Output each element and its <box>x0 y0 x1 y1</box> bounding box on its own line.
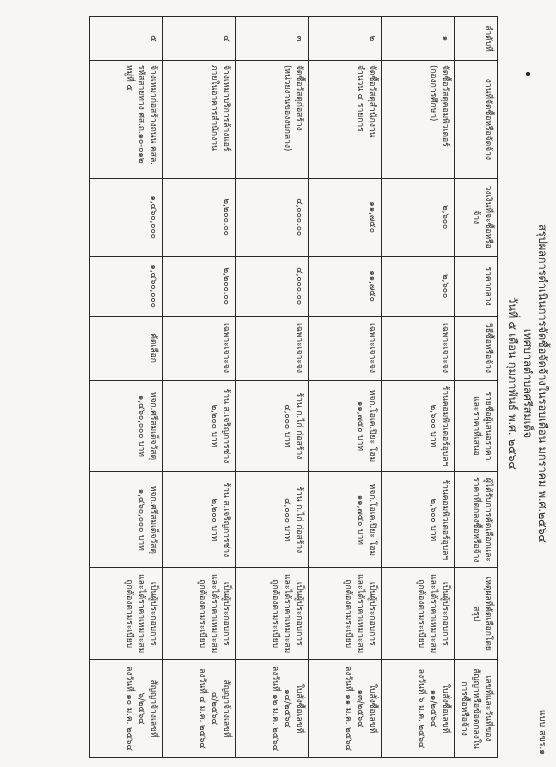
cell-bidders <box>90 380 163 472</box>
cell-item-line: จำนวน ๔ รายการ <box>355 64 365 132</box>
cell-winner <box>90 472 163 568</box>
cell-bidders-line: ๔,๐๐๐ บาท <box>282 404 292 448</box>
cell-bidders <box>236 380 309 472</box>
cell-reason-line: ถูกต้องตามระเบียบ <box>343 579 353 649</box>
cell-winner <box>382 472 455 568</box>
cell-bidders-line: หจก.โอเค.ปิยะ โฮม <box>367 389 377 463</box>
cell-winner <box>163 472 236 568</box>
cell-item-line: จ้างเหมาบริการล้างแอร์ <box>221 64 231 152</box>
col-header-winner: ผู้ได้รับการคัดเลือกและราคาที่ตกลงซื้อหรือจ้าง <box>455 472 498 568</box>
cell-reason-line: ถูกต้องตามระเบียบ <box>197 579 207 649</box>
cell-winner-line: ๔,๐๐๐ บาท <box>282 498 292 542</box>
cell-contract-line: ลงวันที่ ๔ ม.ค. ๒๕๖๔ <box>197 668 207 749</box>
cell-reason-line: เป็นผู้ประกอบการ <box>221 581 231 646</box>
cell-winner-line: หจก.โอเค.ปิยะ โฮม <box>367 483 377 557</box>
cell-budget: ๑๑,๗๕๐ <box>309 178 382 256</box>
cell-item-line: (หน่วยงานของงบกลาง) <box>282 64 292 152</box>
cell-no: ๕ <box>90 17 163 61</box>
cell-median-price: ๔,๐๐๐.๐๐ <box>236 256 309 316</box>
cell-median-price: ๑,๔๖๐,๐๐๐ <box>90 256 163 316</box>
cell-budget: ๒,๖๐๐ <box>382 178 455 256</box>
cell-reason-line: เป็นผู้ประกอบการ <box>148 581 158 646</box>
cell-bidders <box>309 380 382 472</box>
cell-contract-line: ใบสั่งซื้อเลขที่ ๑๓/๒๕๖๔ <box>355 683 377 734</box>
cell-contract-line: ใบสั่งซื้อเลขที่ ๑๑/๒๕๖๔ <box>428 683 450 734</box>
cell-reason <box>309 568 382 660</box>
cell-reason-line: และได้ราคาเหมาะสม <box>428 574 438 654</box>
cell-contract-line: ลงวันที่ ๑๑ ม.ค. ๒๕๖๔ <box>343 666 353 752</box>
cell-reason <box>236 568 309 660</box>
title-block <box>505 0 550 767</box>
cell-item <box>90 60 163 178</box>
cell-item-line: หมู่ที่ ๕ <box>124 64 134 91</box>
cell-method: คัดเลือก <box>90 316 163 380</box>
cell-contract-line: ๖/๒๕๖๔ <box>136 692 146 725</box>
cell-contract-line: สัญญาจ้างเลขที่ <box>221 679 231 738</box>
cell-bidders-line: ร้าน ส.เจริญการช่าง <box>221 388 231 464</box>
form-code: แบบ สขร.๑ <box>537 709 547 755</box>
cell-contract <box>163 660 236 758</box>
cell-item-line: รหัสสายทาง ศส.ถ.๑๐-๐๑๒ <box>136 64 146 164</box>
cell-method: เฉพาะเจาะจง <box>236 316 309 380</box>
col-header-bidders: รายชื่อผู้เสนอราคาและราคาที่เสนอ <box>455 380 498 472</box>
cell-budget: ๑,๔๖๐,๐๐๐ <box>90 178 163 256</box>
cell-budget: ๒,๒๐๐.๐๐ <box>163 178 236 256</box>
cell-reason <box>382 568 455 660</box>
organization-name: เทศบาลตำบลศรีสมเด็จ <box>521 328 534 439</box>
cell-contract-line: ใบสั่งซื้อเลขที่ ๑๔/๒๕๖๔ <box>282 683 304 734</box>
cell-bidders-line: หจก.ศรีสมเด็จวัสดุ <box>148 391 158 460</box>
cell-bidders-line: ร้านคอมพิวเตอร์อุบลฯ <box>440 385 450 467</box>
cell-winner-line: ๒,๒๐๐ บาท <box>209 498 219 542</box>
cell-winner-line: ๒,๖๐๐ บาท <box>428 498 438 542</box>
cell-winner-line: ๑,๔๖๐,๐๐๐ บาท <box>136 488 146 551</box>
cell-winner-line: ร้าน ก.ไก่ ก่อสร้าง <box>294 486 304 554</box>
cell-reason-line: ถูกต้องตามระเบียบ <box>124 579 134 649</box>
col-header-budget: วงเงินที่จะซื้อหรือจ้าง <box>455 178 498 256</box>
table-row <box>90 17 163 758</box>
cell-method: เฉพาะเจาะจง <box>382 316 455 380</box>
cell-contract-line: สัญญาจ้างเลขที่ <box>148 679 158 738</box>
cell-method: เฉพาะเจาะจง <box>309 316 382 380</box>
cell-reason <box>163 568 236 660</box>
cell-no: ๒ <box>309 17 382 61</box>
report-date: วันที่ ๕ เดือน กุมภาพันธ์ พ.ศ. ๒๕๖๔ <box>506 297 519 470</box>
cell-median-price: ๑๑,๗๕๐ <box>309 256 382 316</box>
cell-bidders-line: ร้าน ก.ไก่ ก่อสร้าง <box>294 392 304 460</box>
report-title: สรุปผลการดำเนินการจัดซื้อจัดจ้างในรอบเดือน มกราคม พ.ศ.๒๕๖๔ <box>536 224 549 543</box>
cell-winner <box>309 472 382 568</box>
cell-reason-line: ถูกต้องตามระเบียบ <box>416 579 426 649</box>
col-header-method: วิธีซื้อหรือจ้าง <box>455 316 498 380</box>
col-header-no: ลำดับที่ <box>455 17 498 61</box>
cell-contract-line: ลงวันที่ ๑๒ ม.ค. ๒๕๖๔ <box>270 665 280 752</box>
cell-reason-line: และได้ราคาเหมาะสม <box>282 574 292 654</box>
table-row <box>236 17 309 758</box>
cell-contract <box>236 660 309 758</box>
cell-winner-line: หจก.ศรีสมเด็จวัสดุ <box>148 485 158 554</box>
cell-winner-line: ร้าน ส.เจริญการช่าง <box>221 482 231 558</box>
cell-reason-line: ถูกต้องตามระเบียบ <box>270 579 280 649</box>
cell-contract <box>382 660 455 758</box>
cell-bidders-line: ๑,๔๖๐,๐๐๐ บาท <box>136 395 146 457</box>
cell-item <box>309 60 382 178</box>
cell-item-line: จัดซื้อวัสดุสำนักงาน <box>367 64 377 138</box>
table-row <box>163 17 236 758</box>
cell-no: ๔ <box>163 17 236 61</box>
cell-reason <box>90 568 163 660</box>
cell-reason-line: เป็นผู้ประกอบการ <box>367 581 377 646</box>
cell-bidders-line: ๒,๖๐๐ บาท <box>428 404 438 448</box>
cell-item-line: จัดซื้อวัสดุก่อสร้าง <box>294 64 304 131</box>
cell-item-line: จ้างเหมาก่อสร้างถนน คสล. <box>148 64 158 165</box>
cell-contract <box>309 660 382 758</box>
table-row <box>382 17 455 758</box>
cell-reason-line: เป็นผู้ประกอบการ <box>294 581 304 646</box>
cell-median-price: ๒,๒๐๐.๐๐ <box>163 256 236 316</box>
cell-no: ๓ <box>236 17 309 61</box>
col-header-reason: เหตุผลที่คัดเลือกโดยสรุป <box>455 568 498 660</box>
cell-reason-line: เป็นผู้ประกอบการ <box>440 581 450 646</box>
cell-item <box>236 60 309 178</box>
cell-contract-line: ลงวันที่ ๑๐ ม.ค. ๒๕๖๔ <box>124 666 134 751</box>
cell-item <box>382 60 455 178</box>
col-header-contract: เลขที่และวันที่ของสัญญาหรือข้อตกลงในการซื้อหรือจ้าง <box>455 660 498 758</box>
table-header-row <box>455 17 498 758</box>
cell-item-line: (กองการศึกษา) <box>428 64 438 122</box>
cell-bidders <box>382 380 455 472</box>
cell-bidders-line: ๒,๒๐๐ บาท <box>209 404 219 448</box>
cell-winner-line: ๑๑,๗๕๐ บาท <box>355 494 365 545</box>
cell-median-price: ๒,๖๐๐ <box>382 256 455 316</box>
cell-reason-line: และได้ราคาเหมาะสม <box>209 574 219 654</box>
cell-winner-line: ร้านคอมพิวเตอร์อุบลฯ <box>440 479 450 561</box>
cell-item-line: ภายในอาคารสำนักงาน <box>209 64 219 151</box>
cell-contract-line: ลงวันที่ ๖ ม.ค. ๒๕๖๔ <box>416 668 426 749</box>
cell-budget: ๔,๐๐๐.๐๐ <box>236 178 309 256</box>
cell-bidders <box>163 380 236 472</box>
col-header-median-price: ราคากลาง <box>455 256 498 316</box>
cell-item <box>163 60 236 178</box>
cell-contract <box>90 660 163 758</box>
cell-no: ๑ <box>382 17 455 61</box>
cell-reason-line: และได้ราคาเหมาะสม <box>355 574 365 654</box>
cell-item-line: จัดซื้อวัสดุคอมพิวเตอร์ <box>440 64 450 147</box>
cell-reason-line: และได้ราคาเหมาะสม <box>136 574 146 654</box>
cell-bidders-line: ๑๑,๗๕๐ บาท <box>355 400 365 451</box>
col-header-item: งานที่จัดซื้อหรือจัดจ้าง <box>455 60 498 178</box>
cell-winner <box>236 472 309 568</box>
cell-contract-line: ๔/๒๕๖๔ <box>209 691 219 726</box>
procurement-table <box>89 16 498 758</box>
cell-method: เฉพาะเจาะจง <box>163 316 236 380</box>
table-row <box>309 17 382 758</box>
